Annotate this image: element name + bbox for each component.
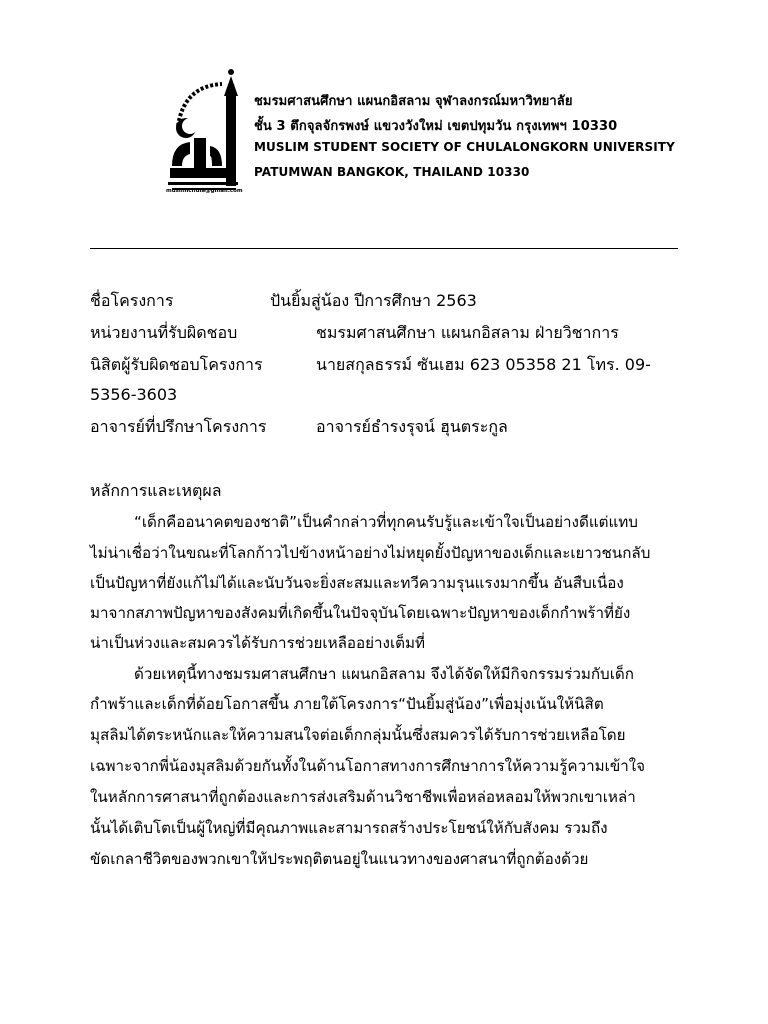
project-name-label: ชื่อโครงการ xyxy=(90,291,174,310)
paragraph-line: มุสลิมได้ตระหนักและให้ความสนใจต่อเด็กกลุ่มนั้นซึ่งสมควรได้รับการช่วยเหลือโดย xyxy=(90,726,626,744)
letterhead-name-thai: ชมรมศาสนศึกษา แผนกอิสลาม จุฬาลงกรณ์มหาวิทยาลัย xyxy=(254,94,573,109)
logo-email: muslimchula@gmail.com xyxy=(166,188,243,194)
responsible-student-label: นิสิตผู้รับผิดชอบโครงการ xyxy=(90,355,263,374)
paragraph-line: เฉพาะจากพี่น้องมุสลิมด้วยกันทั้งในด้านโอกาสทางการศึกษาการให้ความรู้ความเข้าใจ xyxy=(90,757,646,775)
society-logo xyxy=(164,66,244,202)
paragraph-line: มาจากสภาพปัญหาของสังคมที่เกิดขึ้นในปัจจุบันโดยเฉพาะปัญหาของเด็กกำพร้าที่ยัง xyxy=(90,604,631,622)
mosque-logo-icon xyxy=(164,66,244,202)
responsible-student-value: นายสกุลธรรม์ ซันเฮม 623 05358 21 โทร. 09- xyxy=(316,355,651,374)
paragraph-line: เป็นปัญหาที่ยังแก้ไม่ได้และนับวันจะยิ่งสะสมและทวีความรุนแรงมากขึ้น อันสืบเนื่อง xyxy=(90,574,624,592)
paragraph-line: ไม่น่าเชื่อว่าในขณะที่โลกก้าวไปข้างหน้าอย่างไม่หยุดยั้งปัญหาของเด็กและเยาวชนกลับ xyxy=(90,544,651,562)
paragraph-line: น่าเป็นห่วงและสมควรได้รับการช่วยเหลืออย่างเต็มที่ xyxy=(90,634,426,652)
responsible-unit-label: หน่วยงานที่รับผิดชอบ xyxy=(90,323,238,342)
letterhead-address-english: PATUMWAN BANGKOK, THAILAND 10330 xyxy=(254,165,530,179)
paragraph-line: “เด็กคืออนาคตของชาติ”เป็นคำกล่าวที่ทุกคนรับรู้และเข้าใจเป็นอย่างดีแต่แทบ xyxy=(134,513,638,531)
section-heading: หลักการและเหตุผล xyxy=(90,481,222,500)
responsible-student-phone-cont: 5356-3603 xyxy=(90,385,178,404)
project-name-value: ปันยิ้มสู่น้อง ปีการศึกษา 2563 xyxy=(270,291,477,310)
letterhead-address-thai: ชั้น 3 ตึกจุลจักรพงษ์ แขวงวังใหม่ เขตปทุมวัน กรุงเทพฯ 10330 xyxy=(254,119,618,134)
advisor-value: อาจารย์ธำรงรุจน์ ฮุนตระกูล xyxy=(316,417,508,436)
letterhead-name-english: MUSLIM STUDENT SOCIETY OF CHULALONGKORN UNIVERSITY xyxy=(254,140,675,154)
advisor-label: อาจารย์ที่ปรึกษาโครงการ xyxy=(90,417,267,436)
paragraph-line: กำพร้าและเด็กที่ด้อยโอกาสขึ้น ภายใต้โครงการ“ปันยิ้มสู่น้อง”เพื่อมุ่งเน้นให้นิสิต xyxy=(90,695,604,713)
header-divider xyxy=(90,248,678,249)
responsible-unit-value: ชมรมศาสนศึกษา แผนกอิสลาม ฝ่ายวิชาการ xyxy=(316,323,619,342)
paragraph-line: ด้วยเหตุนี้ทางชมรมศาสนศึกษา แผนกอิสลาม จึงได้จัดให้มีกิจกรรมร่วมกับเด็ก xyxy=(134,665,634,683)
paragraph-line: ในหลักการศาสนาที่ถูกต้องและการส่งเสริมด้านวิชาชีพเพื่อหล่อหลอมให้พวกเขาเหล่า xyxy=(90,788,636,806)
paragraph-line: นั้นได้เติบโตเป็นผู้ใหญ่ที่มีคุณภาพและสามารถสร้างประโยชน์ให้กับสังคม รวมถึง xyxy=(90,819,608,837)
paragraph-line: ขัดเกลาชีวิตของพวกเขาให้ประพฤติตนอยู่ในแนวทางของศาสนาที่ถูกต้องด้วย xyxy=(90,850,589,868)
